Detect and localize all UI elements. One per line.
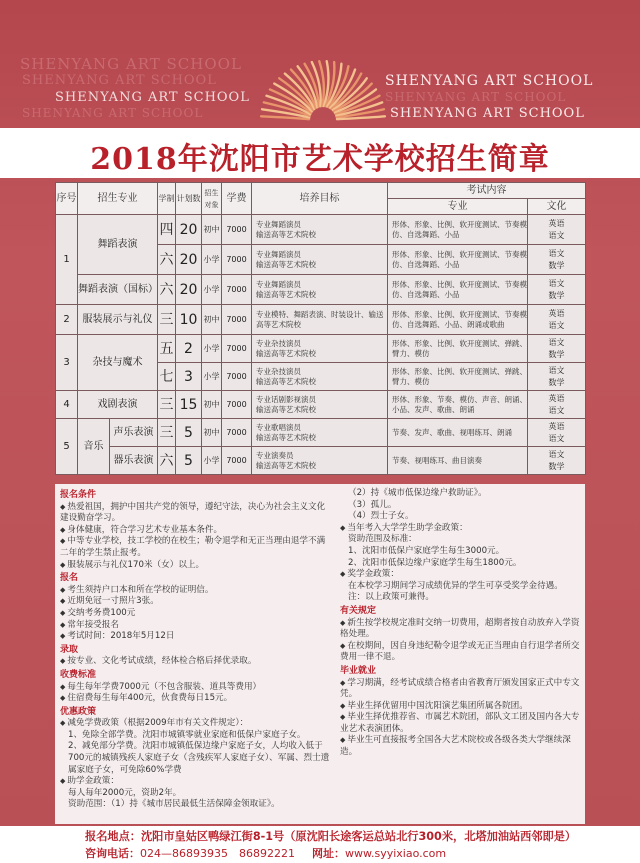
cell-plan: 10	[176, 305, 202, 335]
list-item: ◆ 服装展示与礼仪170米（女）以上。	[60, 560, 332, 572]
list-item: ◆ 学习期满，经考试成绩合格者由省教育厅颁发国家正式中专文凭。	[340, 678, 582, 701]
cell-no: 1	[56, 215, 78, 305]
section-heading: 录取	[60, 644, 79, 655]
cell-goal: 专业模特、舞蹈表演、时装设计、输送高等艺术院校	[252, 305, 388, 335]
list-item: ◆ 按专业、文化考试成绩，经体检合格后择优录取。	[60, 656, 332, 668]
watermark-text: SHENYANG ART SCHOOL	[390, 106, 585, 121]
table-row	[56, 305, 586, 335]
section-heading: 报名	[60, 573, 79, 584]
section-heading: 优惠政策	[60, 706, 97, 717]
cell-target: 小学	[202, 335, 222, 363]
paragraph: 2、减免部分学费。沈阳市城镇低保边缘户家庭子女，人均收入低于700元的城镇残疾人家庭子女（含残疾军人家庭子女）、军属、烈士遗属家庭子女，可免除60%学费	[68, 741, 330, 775]
cell-fee: 7000	[222, 447, 252, 475]
cell-culture: 语文 数学	[528, 275, 586, 305]
cell-exam: 形体、形象、比例、软开度测试、弹跳、臂力、模仿	[388, 363, 528, 391]
cell-years: 七	[158, 363, 176, 391]
cell-years: 六	[158, 245, 176, 275]
cell-plan: 20	[176, 245, 202, 275]
website-label: 网址：	[311, 847, 345, 860]
website-link[interactable]: www.syyixiao.com	[344, 847, 447, 860]
list-item: ◆ 考生须持户口本和所在学校的证明信。	[60, 585, 332, 597]
cell-culture: 英语 语文	[528, 215, 586, 245]
footer-address	[85, 828, 576, 844]
section-heading: 报名条件	[60, 490, 97, 500]
cell-fee: 7000	[222, 363, 252, 391]
paragraph: 1、沈阳市低保户家庭学生每生3000元。	[348, 545, 505, 556]
cell-plan: 15	[176, 391, 202, 419]
cell-years: 五	[158, 335, 176, 363]
cell-goal: 专业舞蹈演员 输送高等艺术院校	[252, 215, 388, 245]
list-item: ◆ 助学金政策：	[60, 776, 332, 788]
cell-goal: 专业杂技演员 输送高等艺术院校	[252, 363, 388, 391]
paragraph: 2、沈阳市低保边缘户家庭学生每生1800元。	[348, 557, 522, 568]
cell-plan: 20	[176, 275, 202, 305]
address-text: 沈阳市皇姑区鸭绿江街8-1号（原沈阳长途客运总站北行300米，北塔加油站西邻即是）	[140, 830, 577, 843]
list-item: ◆ 新生按学校规定准时交纳一切费用，超期者按自动放弃入学资格处理。	[340, 618, 582, 641]
cell-years: 三	[158, 305, 176, 335]
cell-fee: 7000	[222, 305, 252, 335]
cell-exam: 形体、形象、节奏、模仿、声音、朗诵、小品、发声、歌曲、朗诵	[388, 391, 528, 419]
cell-plan: 5	[176, 447, 202, 475]
cell-exam: 形体、形象、比例、软开度测试、节奏模仿、自选舞蹈、小品	[388, 245, 528, 275]
watermark-text: SHENYANG ART SCHOOL	[385, 90, 567, 104]
list-item: ◆ 当年考入大学学生助学金政策：	[340, 523, 582, 535]
cell-submajor: 器乐表演	[110, 447, 158, 475]
section-heading: 有关规定	[340, 605, 377, 616]
cell-exam: 形体、形象、比例、软开度测试、节奏模仿、自选舞蹈、小品、朗诵或歌曲	[388, 305, 528, 335]
cell-culture: 语文 数学	[528, 245, 586, 275]
cell-years: 三	[158, 391, 176, 419]
cell-goal: 专业杂技演员 输送高等艺术院校	[252, 335, 388, 363]
paragraph: （4）烈士子女。	[348, 511, 414, 522]
header-no: 序号	[56, 183, 78, 215]
table-row	[56, 391, 586, 419]
cell-major: 戏剧表演	[78, 391, 158, 419]
cell-major: 杂技与魔术	[78, 335, 158, 391]
cell-major: 服装展示与礼仪	[78, 305, 158, 335]
table-row	[56, 215, 586, 245]
cell-years: 六	[158, 447, 176, 475]
paragraph: 每人每年2000元，资助2年。	[68, 787, 182, 798]
table-row	[56, 419, 586, 447]
phone-label: 咨询电话：	[85, 847, 140, 860]
header-exam-culture: 文化	[528, 199, 586, 215]
section-heading: 收费标准	[60, 669, 97, 680]
watermark-text: SHENYANG ART SCHOOL	[55, 90, 250, 105]
table-row	[56, 447, 586, 475]
cell-plan: 20	[176, 215, 202, 245]
address-label: 报名地点：	[85, 830, 141, 843]
cell-exam: 节奏、视唱练耳、曲目演奏	[388, 447, 528, 475]
list-item: ◆ 毕业生择优留用中国沈阳演艺集团所属各院团。	[340, 701, 582, 713]
cell-no: 5	[56, 419, 78, 475]
header-goal: 培养目标	[252, 183, 388, 215]
cell-years: 四	[158, 215, 176, 245]
list-item: ◆ 毕业生可直接报考全国各大艺术院校或各级各类大学继续深造。	[340, 735, 582, 758]
cell-no: 3	[56, 335, 78, 391]
cell-target: 初中	[202, 305, 222, 335]
paragraph: （2）持《城市低保边缘户救助证》。	[348, 488, 487, 498]
info-column-right	[340, 488, 582, 759]
cell-culture: 语文 数学	[528, 335, 586, 363]
cell-years: 三	[158, 419, 176, 447]
header-years: 学制	[158, 183, 176, 215]
cell-exam: 形体、形象、比例、软开度测试、节奏模仿、自选舞蹈、小品	[388, 215, 528, 245]
cell-major: 舞蹈表演	[78, 215, 158, 275]
table-row	[56, 335, 586, 363]
list-item: ◆ 交纳考务费100元	[60, 608, 332, 620]
cell-target: 初中	[202, 419, 222, 447]
table-row	[56, 275, 586, 305]
cell-target: 小学	[202, 363, 222, 391]
cell-exam: 形体、形象、比例、软开度测试、弹跳、臂力、模仿	[388, 335, 528, 363]
cell-major: 舞蹈表演（国标）	[78, 275, 158, 305]
cell-goal: 专业演奏员 输送高等艺术院校	[252, 447, 388, 475]
section-heading: 毕业就业	[340, 665, 377, 676]
header-exam-major: 专业	[388, 199, 528, 215]
cell-culture: 英语 语文	[528, 391, 586, 419]
cell-fee: 7000	[222, 391, 252, 419]
cell-fee: 7000	[222, 419, 252, 447]
list-item: ◆ 在校期间，因自身违纪勒令退学或无正当理由自行退学者所交费用一律不退。	[340, 641, 582, 664]
list-item: ◆ 热爱祖国，拥护中国共产党的领导，遵纪守法，决心为社会主义文化建设勤奋学习。	[60, 502, 332, 525]
cell-goal: 专业歌唱演员 输送高等艺术院校	[252, 419, 388, 447]
list-item: ◆ 住宿费每生每年400元，伙食费每日15元。	[60, 693, 332, 705]
watermark-text: SHENYANG ART SCHOOL	[22, 73, 217, 88]
list-item: ◆ 奖学金政策：	[340, 569, 582, 581]
cell-target: 初中	[202, 391, 222, 419]
admission-table	[55, 182, 586, 475]
paragraph: 资助范围：（1）持《城市居民最低生活保障金领取证》。	[68, 799, 280, 810]
cell-goal: 专业话剧影视演员 输送高等艺术院校	[252, 391, 388, 419]
cell-target: 小学	[202, 245, 222, 275]
header-target: 招生对象	[202, 183, 222, 215]
cell-target: 小学	[202, 275, 222, 305]
page-title: 2018年沈阳市艺术学校招生简章	[90, 142, 550, 177]
header-plan: 计划数	[176, 183, 202, 215]
info-column-left	[60, 488, 332, 811]
paragraph: 1、免除全部学费。沈阳市城镇零就业家庭和低保户家庭子女。	[68, 729, 306, 740]
cell-fee: 7000	[222, 335, 252, 363]
paragraph: 注：以上政策可兼得。	[348, 592, 434, 603]
cell-plan: 2	[176, 335, 202, 363]
list-item: ◆ 身体健康，符合学习艺术专业基本条件。	[60, 525, 332, 537]
cell-plan: 3	[176, 363, 202, 391]
cell-no: 2	[56, 305, 78, 335]
watermark-text: SHENYANG ART SCHOOL	[22, 106, 204, 120]
header-fee: 学费	[222, 183, 252, 215]
header-exam: 考试内容	[388, 183, 586, 199]
cell-culture: 语文 数学	[528, 447, 586, 475]
sunburst-logo-icon	[258, 42, 388, 122]
cell-exam: 节奏、发声、歌曲、视唱练耳、朗诵	[388, 419, 528, 447]
list-item: ◆ 考试时间：2018年5月12日	[60, 631, 332, 643]
cell-fee: 7000	[222, 245, 252, 275]
watermark-text: SHENYANG ART SCHOOL	[385, 73, 594, 89]
cell-culture: 英语 语文	[528, 305, 586, 335]
paragraph: 在本校学习期间学习成绩优异的学生可享受奖学金待遇。	[348, 580, 563, 591]
cell-years: 六	[158, 275, 176, 305]
phone-text: 024—86893935 86892221	[140, 847, 295, 860]
list-item: ◆ 中等专业学校，技工学校的在校生；勒令退学和无正当理由退学不满二年的学生禁止报考。	[60, 536, 332, 559]
cell-fee: 7000	[222, 275, 252, 305]
paragraph: 资助范围及标准：	[348, 534, 417, 545]
cell-major: 音乐	[78, 419, 110, 475]
list-item: ◆ 近期免冠一寸照片3张。	[60, 596, 332, 608]
cell-target: 初中	[202, 215, 222, 245]
footer-contact	[85, 845, 446, 861]
cell-no: 4	[56, 391, 78, 419]
paragraph: （3）孤儿。	[348, 499, 397, 510]
cell-submajor: 声乐表演	[110, 419, 158, 447]
list-item: ◆ 每生每年学费7000元（不包含服装、道具等费用）	[60, 682, 332, 694]
list-item: ◆ 减免学费政策（根据2009年市有关文件规定）：	[60, 718, 332, 730]
cell-exam: 形体、形象、比例、软开度测试、节奏模仿、自选舞蹈、小品	[388, 275, 528, 305]
cell-culture: 语文 数学	[528, 363, 586, 391]
cell-target: 小学	[202, 447, 222, 475]
cell-culture: 英语 语文	[528, 419, 586, 447]
watermark-text: SHENYANG ART SCHOOL	[20, 55, 242, 73]
cell-fee: 7000	[222, 215, 252, 245]
cell-goal: 专业舞蹈演员 输送高等艺术院校	[252, 275, 388, 305]
header-major: 招生专业	[78, 183, 158, 215]
cell-plan: 5	[176, 419, 202, 447]
list-item: ◆ 毕业生择优推荐省、市属艺术院团，部队文工团及国内各大专业艺术表演团体。	[340, 712, 582, 735]
cell-goal: 专业舞蹈演员 输送高等艺术院校	[252, 245, 388, 275]
list-item: ◆ 常年接受报名	[60, 620, 332, 632]
